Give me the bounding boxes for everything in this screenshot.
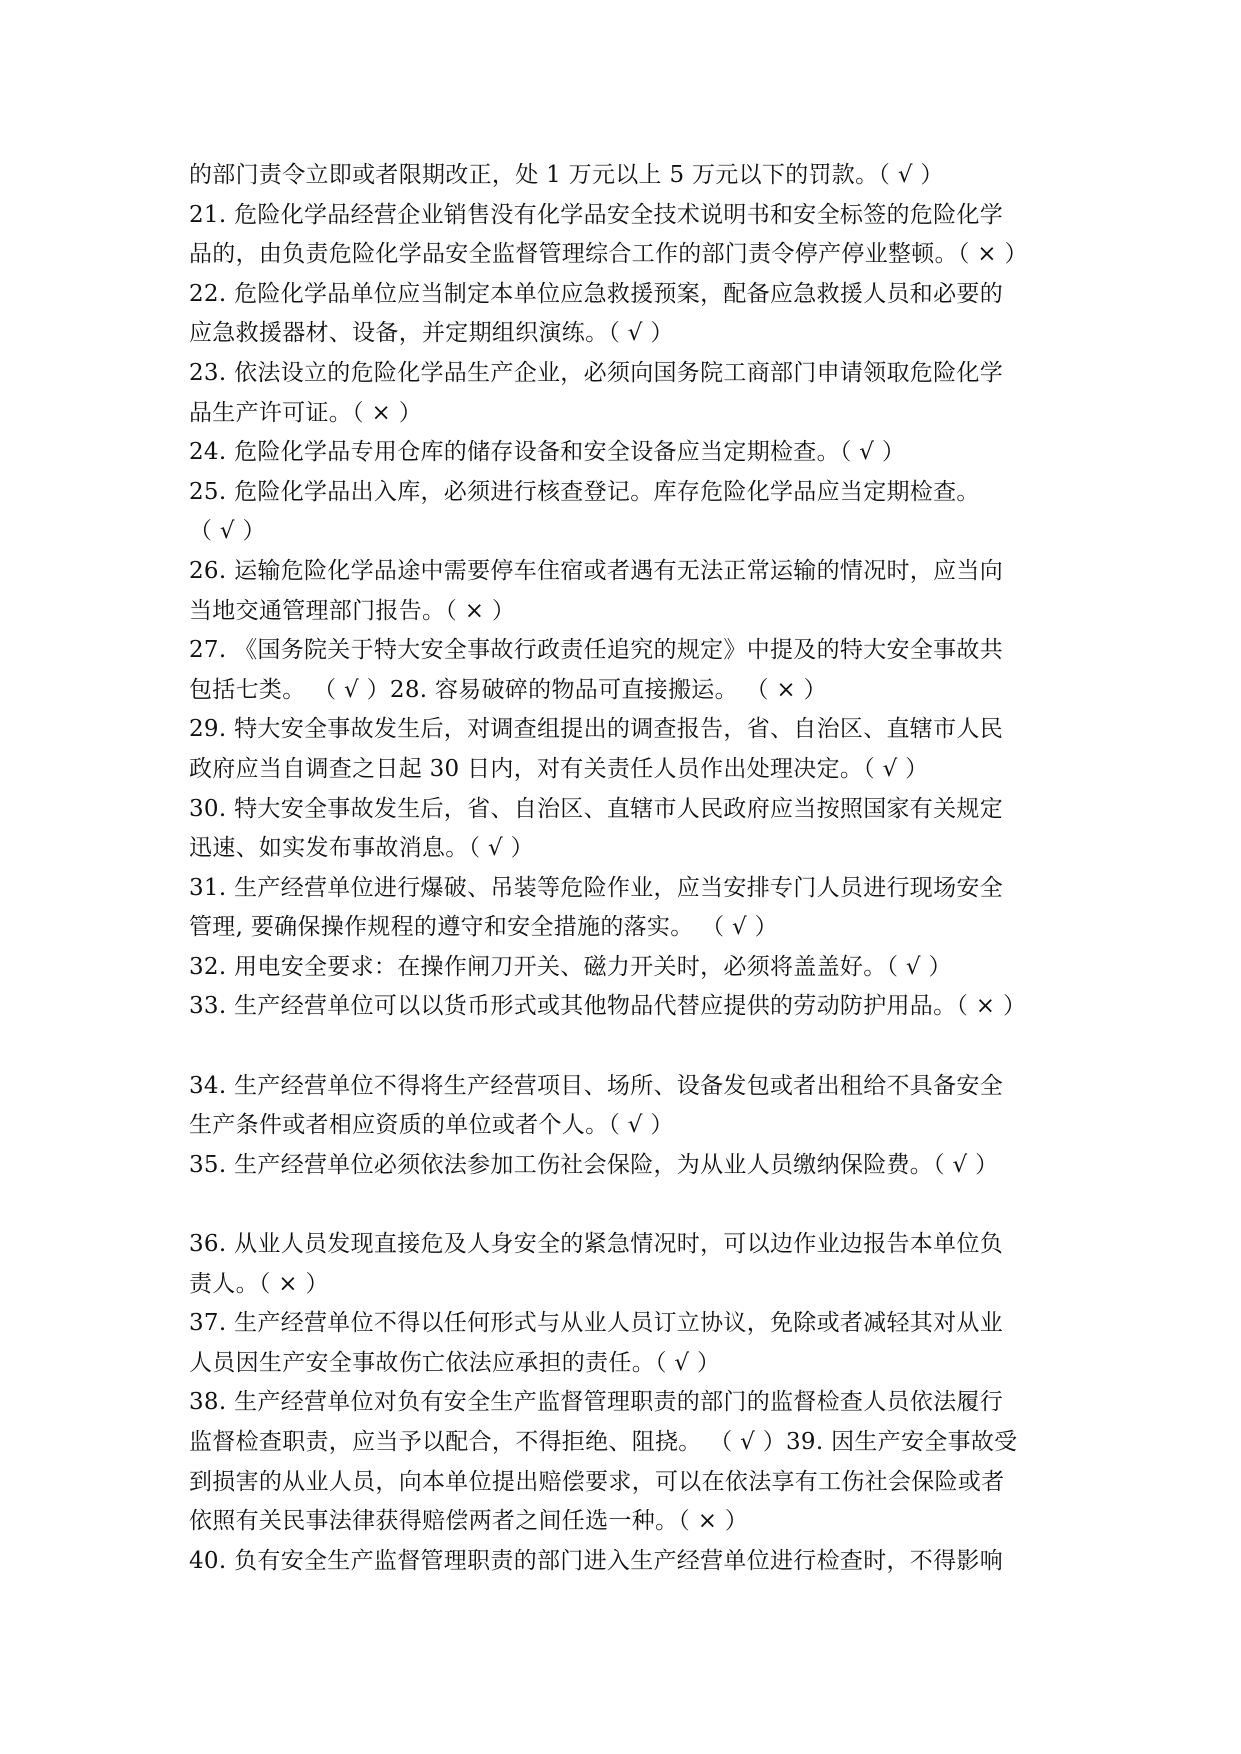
- text-line: 21. 危险化学品经营企业销售没有化学品安全技术说明书和安全标签的危险化学: [189, 201, 1003, 228]
- text-line: 品生产许可证。（ × ）: [189, 399, 422, 426]
- text-line: 31. 生产经营单位进行爆破、吊装等危险作业，应当安排专门人员进行现场安全: [189, 874, 1003, 901]
- text-line: 包括七类。 （ √ ）28. 容易破碎的物品可直接搬运。 （ × ）: [189, 676, 827, 703]
- text-line: 人员因生产安全事故伤亡依法应承担的责任。（ √ ）: [189, 1349, 721, 1376]
- text-line: 40. 负有安全生产监督管理职责的部门进入生产经营单位进行检查时，不得影响: [189, 1547, 1003, 1574]
- blank-line: [189, 1185, 1069, 1225]
- text-line: 27. 《国务院关于特大安全事故行政责任追究的规定》中提及的特大安全事故共: [189, 637, 1003, 664]
- text-line: 32. 用电安全要求：在操作闸刀开关、磁力开关时，必须将盖盖好。（ √ ）: [189, 953, 952, 980]
- text-line: 当地交通管理部门报告。（ × ）: [189, 597, 516, 624]
- text-line: 依照有关民事法律获得赔偿两者之间任选一种。（ × ）: [189, 1508, 749, 1535]
- text-line: 生产条件或者相应资质的单位或者个人。（ √ ）: [189, 1112, 674, 1139]
- text-line: 37. 生产经营单位不得以任何形式与从业人员订立协议，免除或者减轻其对从业: [189, 1310, 1003, 1337]
- blank-line: [189, 1027, 1069, 1067]
- text-line: 24. 危险化学品专用仓库的储存设备和安全设备应当定期检查。（ √ ）: [189, 439, 906, 466]
- text-line: 应急救援器材、设备，并定期组织演练。（ √ ）: [189, 320, 674, 347]
- text-line: 品的，由负责危险化学品安全监督管理综合工作的部门责令停产停业整顿。（ × ）: [189, 241, 1028, 268]
- text-line: 责人。（ × ）: [189, 1270, 329, 1297]
- text-line: 30. 特大安全事故发生后，省、自治区、直辖市人民政府应当按照国家有关规定: [189, 795, 1003, 822]
- text-line: 36. 从业人员发现直接危及人身安全的紧急情况时，可以边作业边报告本单位负: [189, 1231, 1003, 1258]
- text-line: 政府应当自调查之日起 30 日内，对有关责任人员作出处理决定。（ √ ）: [189, 755, 929, 782]
- text-line: 管理, 要确保操作规程的遵守和安全措施的落实。 （ √ ）: [189, 914, 778, 941]
- text-line: 34. 生产经营单位不得将生产经营项目、场所、设备发包或者出租给不具备安全: [189, 1072, 1003, 1099]
- text-line: 29. 特大安全事故发生后，对调查组提出的调查报告，省、自治区、直辖市人民: [189, 716, 1003, 743]
- text-line: 迅速、如实发布事故消息。（ √ ）: [189, 835, 534, 862]
- text-line: 到损害的从业人员，向本单位提出赔偿要求，可以在依法享有工伤社会保险或者: [189, 1468, 1005, 1495]
- text-line: 的部门责令立即或者限期改正，处 1 万元以上 5 万元以下的罚款。（ √ ）: [189, 162, 944, 188]
- text-line: 33. 生产经营单位可以以货币形式或其他物品代替应提供的劳动防护用品。（ × ）: [189, 993, 1027, 1020]
- text-line: 22. 危险化学品单位应当制定本单位应急救援预案，配备应急救援人员和必要的: [189, 280, 1003, 307]
- text-line: 38. 生产经营单位对负有安全生产监督管理职责的部门的监督检查人员依法履行: [189, 1389, 1003, 1416]
- text-line: 26. 运输危险化学品途中需要停车住宿或者遇有无法正常运输的情况时，应当向: [189, 557, 1003, 584]
- text-line: 35. 生产经营单位必须依法参加工伤社会保险，为从业人员缴纳保险费。（ √ ）: [189, 1151, 999, 1178]
- text-line: （ √ ）: [189, 518, 266, 545]
- text-line: 23. 依法设立的危险化学品生产企业，必须向国务院工商部门申请领取危险化学: [189, 359, 1003, 386]
- text-line: 监督检查职责，应当予以配合，不得拒绝、阻挠。 （ √ ）39. 因生产安全事故受: [189, 1429, 1018, 1455]
- text-line: 25. 危险化学品出入库，必须进行核查登记。库存危险化学品应当定期检查。: [189, 478, 980, 505]
- document-page: [189, 156, 1069, 1581]
